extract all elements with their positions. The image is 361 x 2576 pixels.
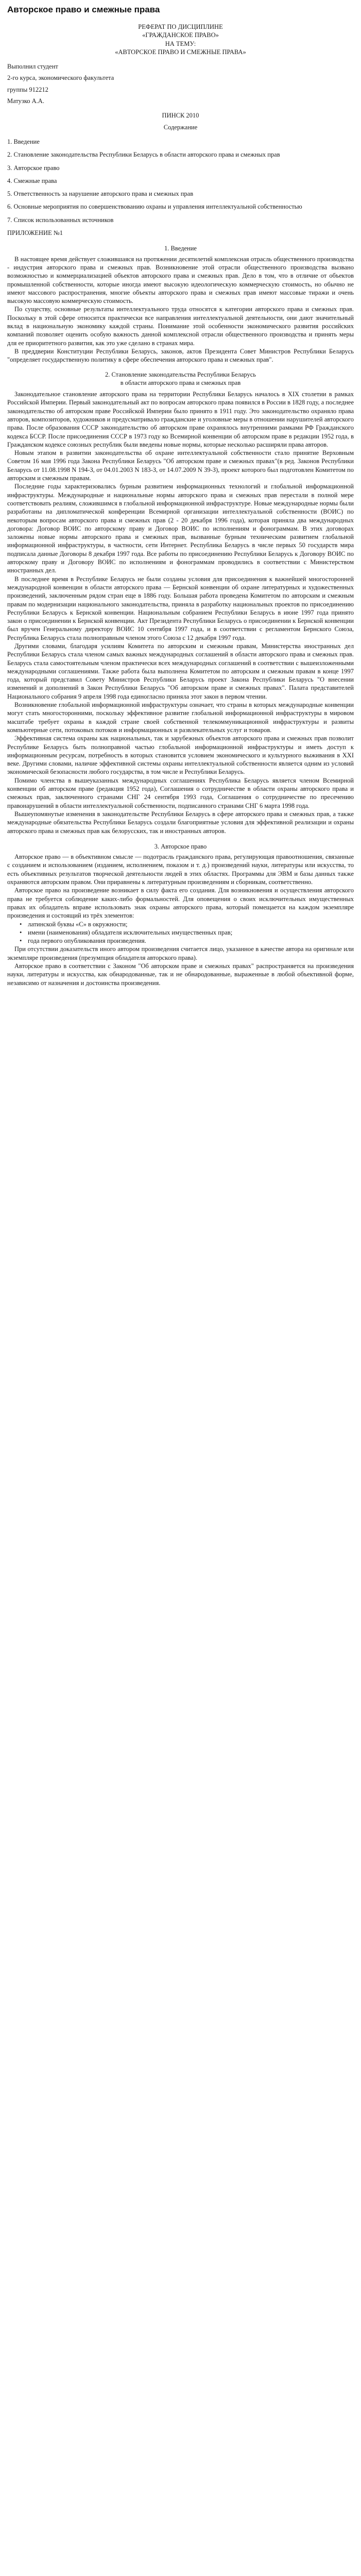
section-heading-line2: в области авторского права и смежных прав (120, 379, 241, 386)
toc-item: 3. Авторское право (7, 164, 60, 172)
document-body (7, 23, 354, 987)
tema-line: «АВТОРСКОЕ ПРАВО И СМЕЖНЫЕ ПРАВА» (115, 48, 246, 56)
paragraph: По существу, основные результаты интеллектуального труда относятся к категории авторского права и смежных прав. Поскольку в этой сфере относится практически все направления интеллектуальной деятельности, они дают значительный вклад в национальную экономику каждой страны. Понимание этой особенности экономического развития российских компаний позволяет оценить особую важность данной комплексной отрасли общественного производства и принять меры для ее приоритетного развития, как это уже сделано в странах мира. (7, 306, 354, 347)
toc-item: 4. Смежные права (7, 177, 57, 184)
list-item: • года первого опубликования произведения. (28, 937, 354, 945)
section-heading: 3. Авторское право (154, 842, 207, 850)
section-heading: 2. Становление законодательства Республики Беларусь (105, 370, 256, 378)
section-legislation (7, 370, 354, 835)
page-title: Авторское право и смежные права (7, 5, 160, 14)
section-introduction (7, 244, 354, 364)
cover-block (7, 23, 354, 120)
paragraph: Авторское право в соответствии с Законом "Об авторском праве и смежных правах" распространяется на произведения науки, литературы и искусства, как обнародованные, так и не обнародованные, выраженные в любой объективной форме, независимо от назначения и достоинства произведения. (7, 962, 354, 987)
paragraph: Авторское право — в объективном смысле — подотрасль гражданского права, регулирующая правоотношения, связанные с созданием и использованием (изданием, исполнением, показом и т. д.) произведений науки, литературы или искусства, то есть объективных результатов творческой деятельности людей в этих областях. Программы для ЭВМ и базы данных также охраняются авторским правом. Они приравнены к литературным произведениям и сборникам, соответственно. (7, 853, 354, 886)
toc-item: 5. Ответственность за нарушение авторского права и смежных прав (7, 190, 194, 198)
section-copyright (7, 842, 354, 987)
discipline-line: «ГРАЖДАНСКОЕ ПРАВО» (142, 31, 219, 39)
paragraph: Авторское право на произведение возникает в силу факта его создания. Для возникновения и осуществления авторского права не требуется соблюдение каких-либо формальностей. Для оповещения о своих исключительных имущественных правах их обладатель вправе использовать знак охраны авторского права, который помещается на каждом экземпляре произведения и состоящий из трёх элементов: (7, 887, 354, 920)
referat-line: РЕФЕРАТ ПО ДИСЦИПЛИНЕ (138, 23, 223, 30)
paragraph: Возникновение глобальной информационной инфраструктуры означает, что страны в которых международные конвенции могут стать многосторонними, поскольку эффективное развитие глобальной информационной инфраструктуры в мировом масштабе требует охраны в каждой стране своей собственной телекоммуникационной инфраструктуры и развиты компьютерные сети, потоковых потоков и информационных и развлекательных услуг и товаров. (7, 701, 354, 734)
city-year-line: ПИНСК 2010 (162, 112, 199, 120)
toc-item: 2. Становление законодательства Республики Беларусь в области авторского права и смежных прав (7, 151, 280, 159)
list-item: • имени (наименования) обладателя исключительных имущественных прав; (28, 928, 354, 937)
document-page (0, 0, 361, 987)
group-line: группы 912212 (7, 86, 48, 93)
toc-heading: Содержание (163, 123, 198, 131)
toc-item: 1. Введение (7, 138, 40, 145)
paragraph: В преддверии Конституции Республики Беларусь, законов, актов Президента Совет Министров Республики Беларусь "определяет государственную политику в сфере обеспечения авторского права и смежных прав". (7, 347, 354, 364)
tema-label: НА ТЕМУ: (165, 40, 196, 47)
paragraph: Помимо членства в вышеуказанных международных соглашениях Республика Беларусь является членом Всемирной конвенции об авторском праве (редакция 1952 года), Соглашения о сотрудничестве в области охраны авторского права и смежных прав, заключенного странами СНГ 24 сентября 1993 года, Соглашения о сотрудничестве по пресечению правонарушений в области интеллектуальной собственности, подписанного странами СНГ 6 марта 1998 года. (7, 776, 354, 809)
paragraph: Эффективная система охраны как национальных, так и зарубежных объектов авторского права и смежных прав позволит Республике Беларусь быть полноправной частью глобальной информационной инфраструктуры и иметь доступ к информационным ресурсам, потребность в которых становится условием экономического и культурного выживания в XXI веке. Другими словами, наличие эффективной системы охраны интеллектуальной собственности является одним из условий экономической безопасности любого государства, в том числе и Республики Беларусь. (7, 735, 354, 776)
paragraph: При отсутствии доказательств иного автором произведения считается лицо, указанное в качестве автора на оригинале или экземпляре произведения (презумпция обладателя авторского права). (7, 945, 354, 961)
toc-item: 6. Основные мероприятия по совершенствованию охраны и управления интеллектуальной собственностью (7, 203, 302, 211)
author-line: Матузко А.А. (7, 97, 44, 105)
table-of-contents (7, 123, 354, 238)
performer-line: Выполнил студент (7, 63, 58, 71)
paragraph: Последние годы характеризовались бурным развитием информационных технологий и глобальной информационной инфраструктуры. Международные и национальные нормы авторского права и смежных прав перестали в полной мере соответствовать реалиям, сложившимся в глобальной информационной инфраструктуре. Новые международные нормы были разработаны на дипломатической конференции Всемирной организации интеллектуальной собственности (ВОИС) по некоторым вопросам авторского права и смежных прав (2 - 20 декабря 1996 года), которая приняла два международных договора: Договор ВОИС по авторскому праву и Договор ВОИС по исполнениям и фонограммам. В этих договорах заложены новые нормы авторского права и смежных прав, вызванные бурным техническим развитием глобальной информационной инфраструктуры, в частности, сети Интернет. Республика Беларусь в числе первых 50 государств мира подписала данные Договоры 8 декабря 1997 года. Все работы по присоединению Республики Беларусь к Договору ВОИС по авторскому праву и Договору ВОИС по исполнениям и фонограммам проводились в соответствии с Министерством иностранных дел. (7, 483, 354, 574)
course-line: 2-го курса, экономического факультета (7, 74, 114, 82)
paragraph: В последнее время в Республике Беларусь не были созданы условия для присоединения к важнейшей многосторонней международной конвенции в области авторского права — Бернской конвенции об охране литературных и художественных произведений, заключенным рядом стран еще в 1886 году. Большая работа проведена Комитетом по авторским и смежным правам по модернизации национального законодательства, приняла в разработку национальных проектов по присоединению Республики Беларусь к Бернской конвенции. Национальным собранием Республики Беларусь в июне 1997 года принято закон о присоединении к Бернской конвенции. Акт Президента Республики Беларусь о присоединении к Бернской конвенции был вручен Генеральному директору ВОИС 10 сентября 1997 года, и в соответствии с регламентом Бернского Союза, Республика Беларусь стала полноправным членом этого Союза с 12 декабря 1997 года. (7, 575, 354, 641)
paragraph: Новым этапом в развитии законодательства об охране интеллектуальной собственности стало принятие Верховным Советом 16 мая 1996 года Закона Республики Беларусь "Об авторском праве и смежных правах"(в ред. Законов Республики Беларусь от 11.08.1998 N 194-З, от 04.01.2003 N 183-З, от 14.07.2009 N 39-З), проект которого был подготовлен Комитетом по авторским и смежным правам. (7, 449, 354, 482)
copyright-sign-elements-list (7, 920, 354, 945)
toc-item: ПРИЛОЖЕНИЕ №1 (7, 229, 63, 237)
paragraph: В настоящее время действует сложившаяся на протяжении десятилетий комплексная отрасль общественного производства - индустрия авторского права и смежных прав. Возникновение этой отрасли общественного производства вызвано возможностью и коммерциализацией объектов авторского права и смежных прав. Дело в том, что в отличие от объектов промышленной собственности, которые иногда имеют высокую идеологическую коммерческую стоимость, но обычно не имеют массового распространения, многие объекты авторского права и смежных прав имеют массовые тиражи и очень высокую массовую коммерческую стоимость. (7, 255, 354, 305)
toc-list (7, 138, 354, 237)
list-item: • латинской буквы «С» в окружности; (28, 920, 354, 928)
section-heading: 1. Введение (164, 245, 197, 252)
paragraph: Вышеупомянутые изменения в законодательстве Республики Беларусь в сфере авторского права и смежных прав, а также международные обязательства Республики Беларусь создали благоприятные условия для эффективной реализации и охраны авторского права и смежных прав как белорусских, так и иностранных авторов. (7, 810, 354, 835)
toc-item: 7. Список использованных источников (7, 216, 114, 224)
paragraph: Другими словами, благодаря усилиям Комитета по авторским и смежным правам, Министерства иностранных дел Республики Беларусь стала членом самых важных международных соглашений в области авторского права и смежных прав. Беларусь стала самостоятельным членом практически всех международных соглашений в соответствии с вышеизложенными международными соглашениями. Также работа была выполнена Комитетом по авторским и смежным правам в конце 1997 года, который представил Совету Министров Республики Беларусь проект Закона Республики Беларусь "О внесении изменений и дополнений в Закон Республики Беларусь "Об авторском праве и смежных правах". Палата представителей Национального собрания 9 апреля 1998 года единогласно приняла этот закон в первом чтении. (7, 642, 354, 700)
paragraph: Законодательное становление авторского права на территории Республики Беларусь началось в XIX столетии в рамках Российской Империи. Первый законодательный акт по вопросам авторского права появился в России в 1828 году, а последнее законодательство об авторском праве Российской Империи было принято в 1911 году. Это законодательство охраняло права авторов, композиторов, художников и предусматривало гражданские и уголовные меры в отношении нарушителей авторского права. После образования СССР законодательство об авторском праве охранялось внутренними рамками РФ Гражданского кодекса БССР. После присоединения СССР в 1973 году ко Всемирной конвенции об авторском праве в редакции 1952 года, в Гражданском кодексе союзных республик были введены новые нормы, которые несколько расширяли права авторов. (7, 391, 354, 448)
